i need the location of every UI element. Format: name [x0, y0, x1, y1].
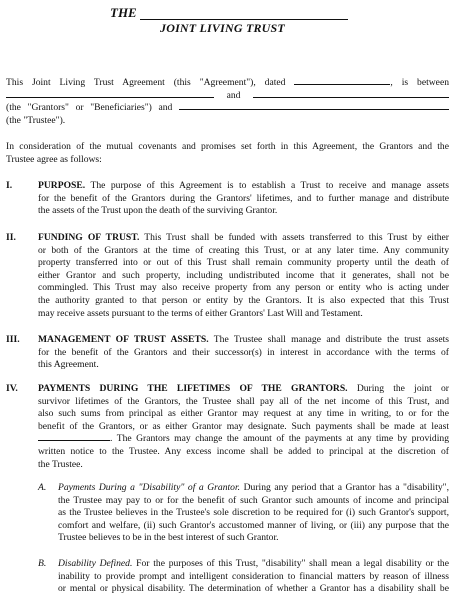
- funding-line-3: property transferred into or out of this Trust shall remain community property until the death of: [38, 257, 449, 269]
- section-funding: [38, 232, 449, 320]
- payments-line-1: PAYMENTS DURING THE LIFETIMES OF THE GRANTORS. During the joint or: [38, 383, 449, 394]
- intro-line-2: and: [6, 90, 449, 103]
- disability-payments-line-5: Trustee believes to be in the best interest of such Grantor.: [58, 532, 279, 544]
- purpose-line-3: the assets of the Trust upon the death of the surviving Grantor.: [38, 205, 278, 217]
- intro-line-4: (the "Trustee").: [6, 114, 66, 126]
- disability-payments-heading: Payments During a "Disability" of a Grantor.: [58, 482, 241, 493]
- funding-heading: FUNDING OF TRUST.: [38, 232, 140, 243]
- disability-defined-line-3: or mental or physical disability. The determination of whether a Grantor has a disability shall be: [58, 583, 449, 595]
- payments-line-3: also such sums from principal as either Grantor may request at any time in writing, to or for the: [38, 408, 449, 420]
- consideration-line-2: Trustee agree as follows:: [6, 153, 102, 165]
- disability-defined-line-2: inability to provide prompt and intelligent consideration to financial matters by reason of illness: [58, 570, 449, 582]
- title-blank-field[interactable]: [140, 19, 348, 20]
- subsection-disability-defined: [58, 558, 449, 596]
- management-line-1: MANAGEMENT OF TRUST ASSETS. The Trustee shall manage and distribute the trust assets: [38, 334, 449, 345]
- disability-payments-line-1: Payments During a "Disability" of a Grantor. During any period that a Grantor has a "disability",: [58, 482, 449, 493]
- section-purpose: [38, 180, 449, 218]
- disability-defined-line-1: Disability Defined. For the purposes of this Trust, "disability" shall mean a legal disability or the: [58, 558, 449, 569]
- funding-line-4: either Grantor and such property, including undistributed income that it generates, shall not be: [38, 269, 449, 281]
- purpose-line-2: for the benefit of the Grantors during the Grantors' lifetimes, and to further manage and distribute: [38, 192, 449, 204]
- disability-defined-heading: Disability Defined.: [58, 558, 133, 569]
- disability-payments-line-3: as the Trustee believes in the Trustee's sole discretion to be required for (i) such Grantor's support,: [58, 507, 449, 519]
- section-number-purpose: I.: [6, 180, 13, 191]
- purpose-line-1: PURPOSE. The purpose of this Agreement is to establish a Trust to receive and manage assets: [38, 180, 449, 191]
- section-management: [38, 334, 449, 372]
- grantor-2-blank-field[interactable]: [253, 97, 449, 98]
- section-number-management: III.: [6, 334, 20, 345]
- management-heading: MANAGEMENT OF TRUST ASSETS.: [38, 334, 209, 345]
- section-payments: [38, 383, 449, 471]
- funding-line-6: the authority granted to that person or entity by the Grantors. It is also expected that this Trust: [38, 294, 449, 306]
- payments-line-5: . The Grantors may change the amount of the payments at any time by providing: [38, 433, 449, 446]
- title-prefix: THE: [110, 5, 137, 20]
- section-number-payments: IV.: [6, 383, 18, 394]
- intro-paragraph: [6, 77, 449, 127]
- management-line-2: for the benefit of the Grantors and their successor(s) in interest in accordance with the terms of: [38, 346, 449, 358]
- payment-frequency-blank-field[interactable]: [38, 440, 110, 441]
- grantor-1-blank-field[interactable]: [6, 97, 214, 98]
- payments-line-4: benefit of the Grantors, or as either Grantor may designate. Such payments shall be made at least: [38, 420, 449, 432]
- funding-line-5: commingled. This Trust may also receive property from any person or entity who is acting under: [38, 282, 449, 294]
- consideration-paragraph: [6, 141, 449, 166]
- intro-line-3: (the "Grantors" or "Beneficiaries") and: [6, 102, 449, 115]
- disability-payments-line-2: the Trustee may pay to or for the benefit of such Grantor such amounts of income and principal: [58, 494, 449, 506]
- payments-line-7: the Trustee.: [38, 458, 83, 470]
- intro-line-1: This Joint Living Trust Agreement (this "Agreement"), dated , is between: [6, 77, 449, 88]
- management-line-3: this Agreement.: [38, 359, 99, 371]
- trustee-blank-field[interactable]: [179, 109, 449, 110]
- payments-line-2: survivor lifetimes of the Grantors, the Trustee shall pay all of the net income of this Trust, and: [38, 395, 449, 407]
- subsection-disability-payments: [58, 482, 449, 545]
- consideration-line-1: In consideration of the mutual covenants and promises set forth in this Agreement, the Grantors and the: [6, 141, 449, 152]
- section-number-funding: II.: [6, 232, 16, 243]
- payments-line-6: written notice to the Trustee. Any excess income shall be added to principal at the discretion of: [38, 445, 449, 457]
- title-line: [110, 4, 350, 22]
- funding-line-1: FUNDING OF TRUST. This Trust shall be funded with assets transferred to this Trust by either: [38, 232, 449, 243]
- date-blank-field[interactable]: [294, 84, 390, 85]
- funding-line-7: may receive assets pursuant to the terms of either Grantors' Last Will and Testament.: [38, 307, 363, 319]
- subsection-letter-a: A.: [38, 482, 47, 493]
- disability-payments-line-4: comfort and welfare, (ii) such Grantor's accustomed manner of living, or (iii) any purpose that the: [58, 519, 449, 531]
- subsection-letter-b: B.: [38, 558, 47, 569]
- payments-heading: PAYMENTS DURING THE LIFETIMES OF THE GRANTORS.: [38, 383, 348, 394]
- purpose-heading: PURPOSE.: [38, 180, 86, 191]
- funding-line-2: or both of the Grantors at the time of creating this Trust, or at any later time. Any community: [38, 244, 449, 256]
- document-title: JOINT LIVING TRUST: [160, 21, 285, 35]
